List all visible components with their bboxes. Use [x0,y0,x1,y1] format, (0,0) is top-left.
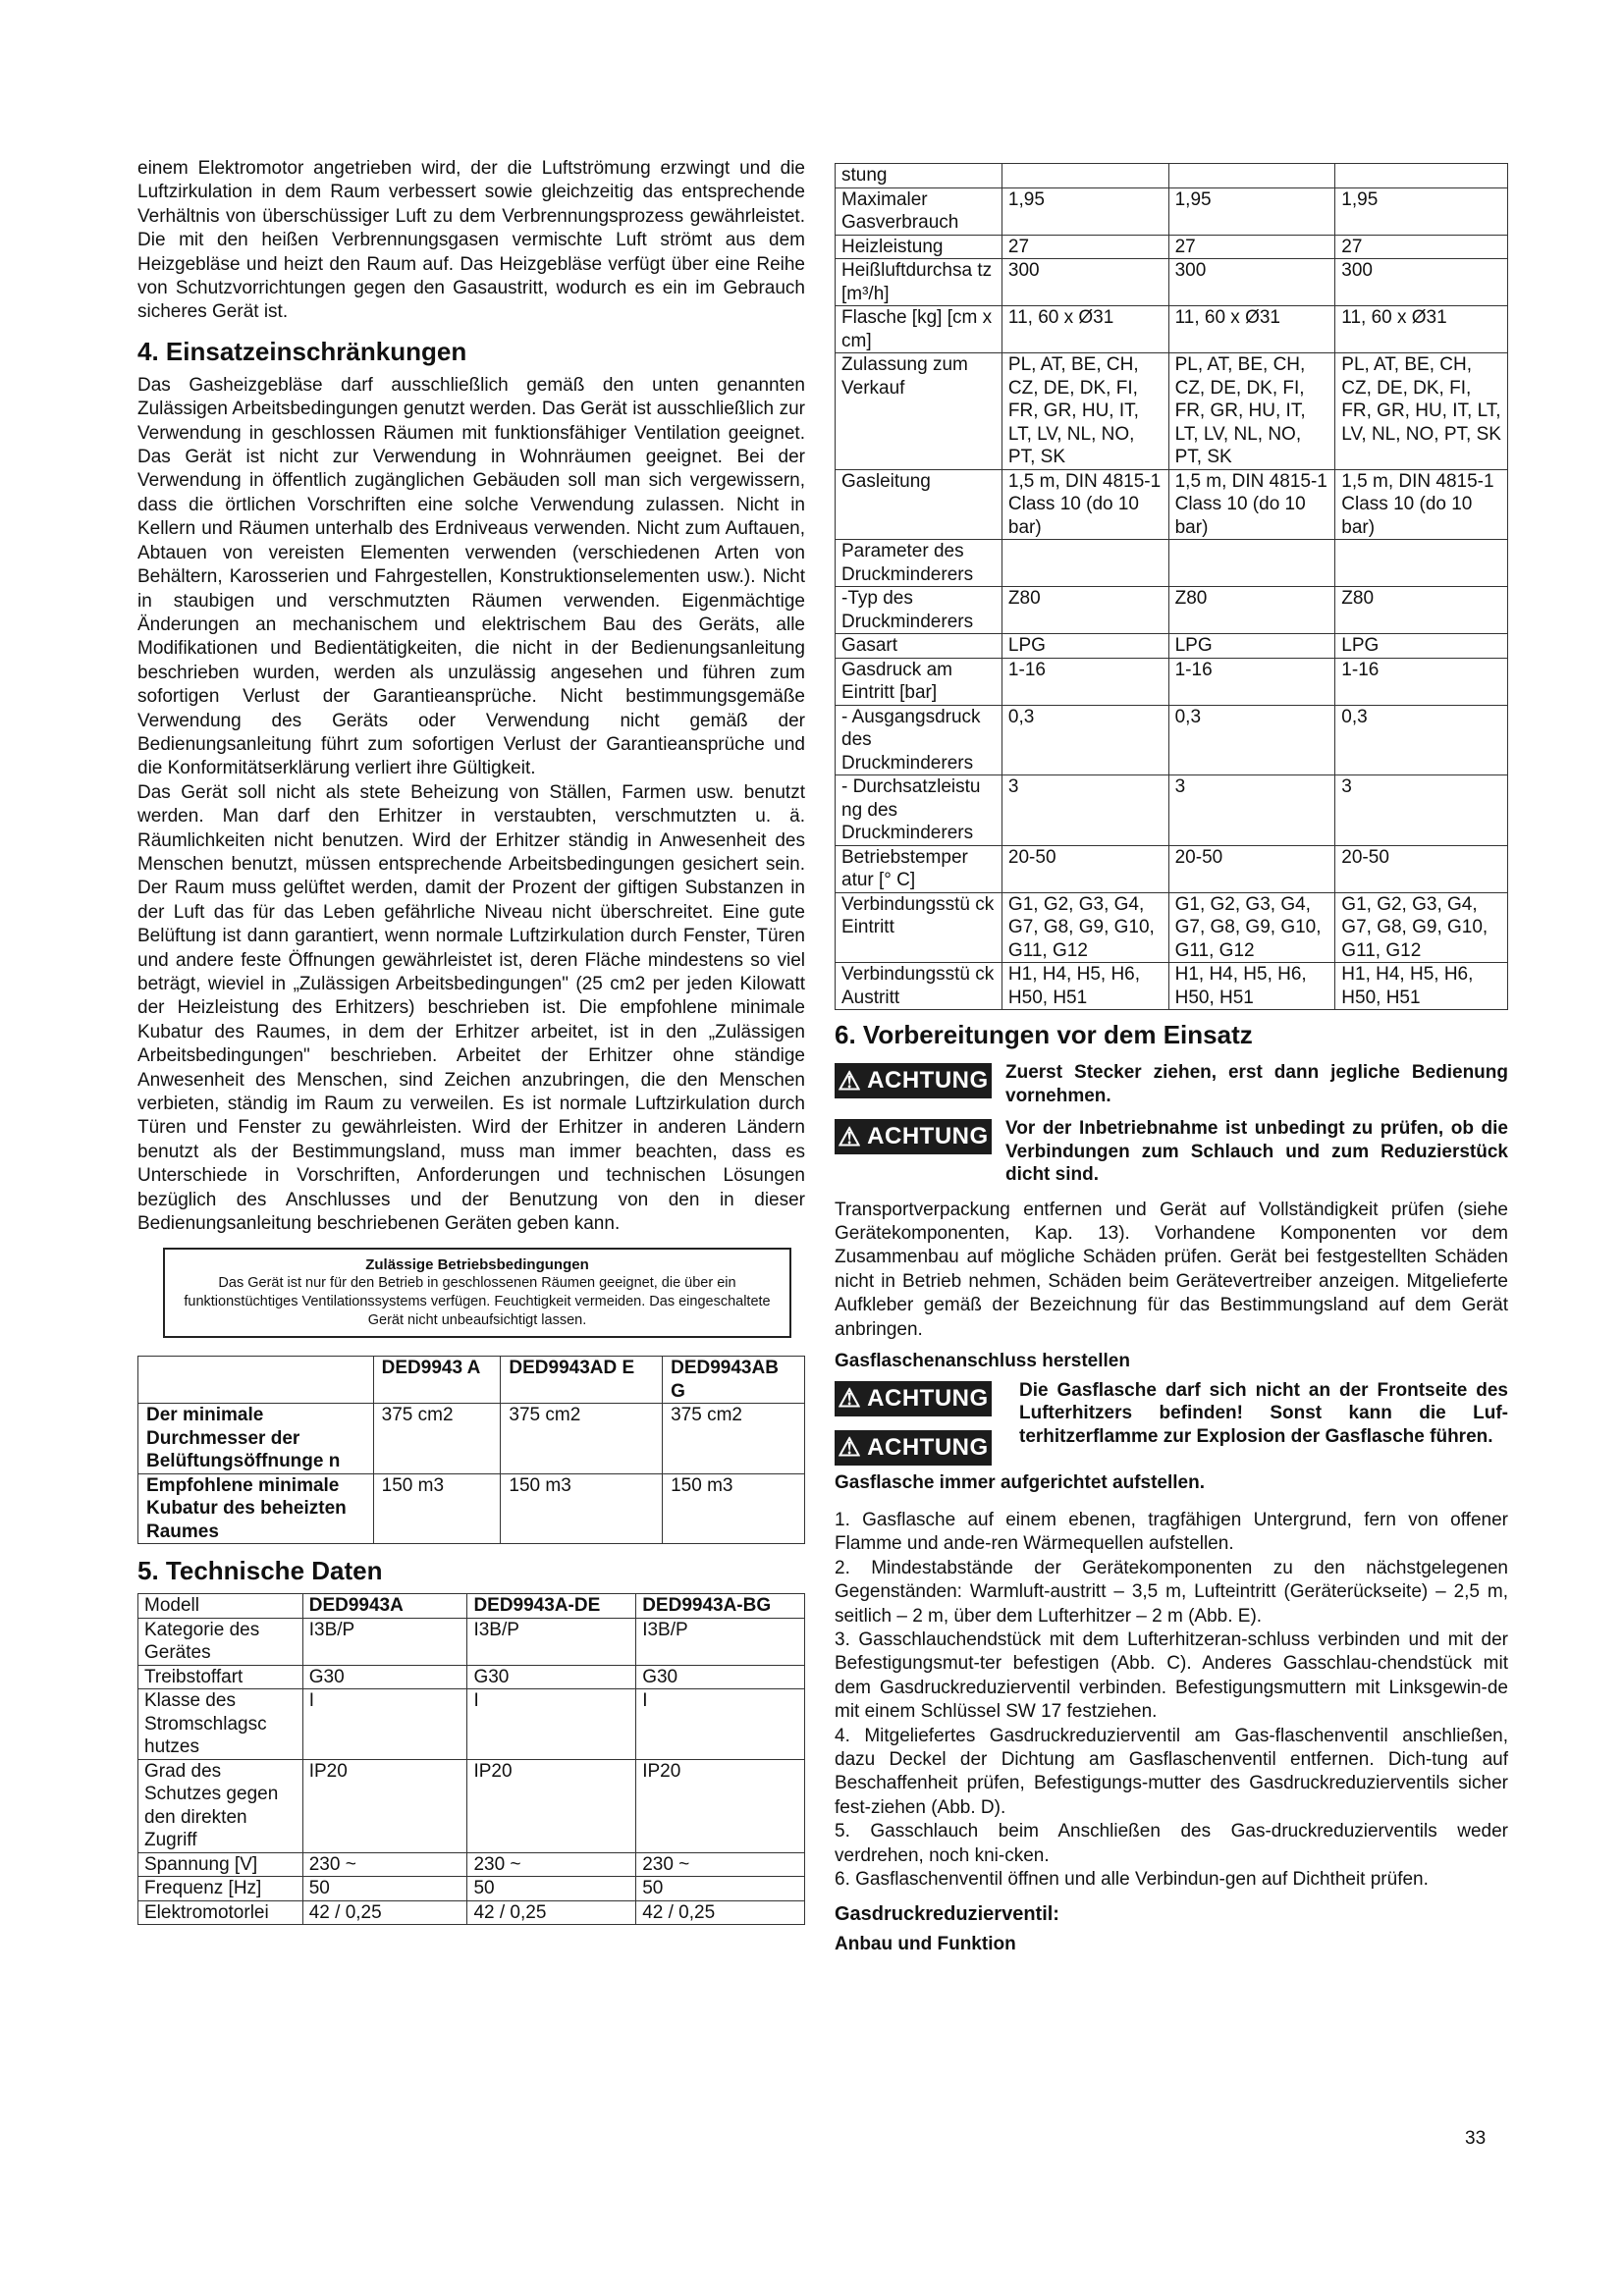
table-cell: Empfohlene minimale Kubatur des beheizten Raumes [138,1473,374,1544]
table-cell: G30 [636,1665,805,1689]
table-cell: 0,3 [1001,705,1168,775]
table-cell: Verbindungsstü ck Eintritt [836,892,1002,963]
table-cell: Heizleistung [836,235,1002,259]
table-cell: Grad des Schutzes gegen den direkten Zugriff [138,1759,303,1852]
table-row [138,1900,805,1925]
achtung-badge [835,1119,992,1154]
gas-connection-subheading: Gasflaschenanschluss herstellen [835,1350,1130,1371]
transport-paragraph: Transportverpackung entfernen und Gerät auf Vollständigkeit prüfen (siehe Gerätekomponenten, Kap. 13). Vorhandene Komponenten vor dem Zusammenbau auf mögliche Schäden prüfen. Gerät bei festgestellten Schäden nicht in Betrieb nehmen, Schäden beim Gerätevertreiber anzeigen. Mitgeliefertе Aufkleber gemäß der Bezeichnung für das Bestimmungsland auf dem Gerät anbringen. [835,1199,1508,1340]
table-cell: 300 [1335,259,1508,306]
table-row [836,540,1508,587]
table-header-cell: Modell [138,1594,303,1619]
badge-label: ACHTUNG [867,1067,989,1094]
right-column [835,163,1508,1956]
page-number: 33 [1465,2128,1487,2149]
table-cell: Gasart [836,634,1002,659]
table-row [138,1689,805,1760]
table-cell: 42 / 0,25 [302,1900,467,1925]
table-header-cell: DED9943A-DE [467,1594,636,1619]
table-row [836,775,1508,846]
section-4-paragraph-1: Das Gasheizgebläse darf ausschließlich gemäß den unten genannten Zulässigen Arbeitsbedingungen genutzt werden. Das Gerät ist ausschließlich zur Verwendung in geschlossen Räumen mit funktionsfähiger Ventilation geeignet. Das Gerät ist nicht zur Verwendung in Wohnräumen geeignet. Bei der Verwendung in öffentlich zugänglichen Gebäuden soll man sich vergewissern, dass die örtlichen Vorschriften eine solche Verwendung zulassen. Nicht in Kellern und Räumen unterhalb des Erdniveaus verwenden. Nicht zum Auftauen, Abtauen von vereisten Elementen verwenden (verschiedenen Arten von Behältern, Karosserien und Fahrgestellen, Konstruktionselementen usw.). Nicht in staubigen und verschmutzten Räumen verwenden. Eigenmächtige Änderungen an mechanischem und elektrischem Bau des Geräts, alle Modifikationen und Bedientätigkeiten, die nicht in der Bedienungsanleitung beschrieben wurden, werden als unzulässig angesehen und führen zum sofortigen Verlust der Garantieansprüche. Nicht bestimmungsgemäße Verwendung des Geräts oder Verwendung nicht gemäß der Bedienungsanleitung führt zum sofortigen Verlust der Garantieansprüche und die Konformitätserklärung verliert ihre Gültigkeit. [137,374,805,779]
table-cell [1168,164,1335,188]
table-row [138,1618,805,1665]
table-cell: Verbindungsstü ck Austritt [836,963,1002,1010]
table-row [836,705,1508,775]
warning-1 [835,1061,1508,1107]
table-cell: 375 cm2 [663,1404,805,1474]
table-cell: Klasse des Stromschlagsc hutzes [138,1689,303,1760]
table-cell: Zulassung zum Verkauf [836,353,1002,470]
technical-data-table-continued [835,163,1508,1010]
table-row [138,1404,805,1474]
ventilation-table [137,1356,805,1544]
table-cell: 50 [467,1877,636,1901]
table-header-cell: DED9943 A [373,1357,501,1404]
list-item: 5. Gasschlauch beim Anschließen des Gas-druckreduzierventils weder verdrehen, noch kni-cken. [835,1821,1508,1866]
table-row [836,634,1508,659]
table-row [836,845,1508,892]
warning-triangle-icon: ⚠ [838,1383,862,1414]
table-cell: I3B/P [636,1618,805,1665]
table-cell: 3 [1001,775,1168,846]
table-cell: 11, 60 x Ø31 [1001,306,1168,353]
list-item: 4. Mitgeliefertes Gasdruckreduzierventil am Gas-flaschenventil anschließen, dazu Deckel der Dichtung am Gasflaschenventil entfernen. Dich-tung auf Beschaffenheit prüfen, Befestigungs-mutter des Gasdruckreduzierventils sicher fest-ziehen (Abb. D). [835,1725,1508,1818]
table-cell: 375 cm2 [501,1404,663,1474]
badge-label: ACHTUNG [867,1384,989,1412]
table-row [138,1473,805,1544]
table-cell: stung [836,164,1002,188]
table-cell [1335,164,1508,188]
table-row [138,1877,805,1901]
table-cell [1335,540,1508,587]
technical-data-table [137,1593,805,1925]
table-row [836,235,1508,259]
table-cell: 11, 60 x Ø31 [1335,306,1508,353]
table-header-row [138,1357,805,1404]
section-6-heading: 6. Vorbereitungen vor dem Einsatz [835,1020,1253,1049]
reducer-heading: Gasdruckreduzierventil: [835,1903,1059,1926]
section-4-paragraph-2: Das Gerät soll nicht als stete Beheizung von Ställen, Farmen usw. benutzt werden. Man darf den Erhitzer in verstaubten, verschmutzten u. ä. Räumlichkeiten nicht benutzen. Wird der Erhitzer ständig in Anwesenheit des Menschen benutzt, müssen entsprechende Arbeitsbedingungen gesichert sein. Der Raum muss gelüftet werden, damit der Prozent der giftigen Substanzen in der Luft das für das Leben gefährliche Niveau nicht überschreitet. Eine gute Belüftung ist dann garantiert, wenn normale Luftzirkulation durch Fenster, Türen und andere feste Öffnungen gewährleistet ist, deren Fläche mindestens so viel beträgt, wieviel in „Zulässigen Arbeitsbedingungen" (25 cm2 per jeden Kilowatt der Heizleistung des Erhitzers) beschrieben ist. Die empfohlene minimale Kubatur des Raumes, in dem der Erhitzer arbeitet, ist in den „Zulässigen Arbeitsbedingungen" beschrieben. Arbeitet der Erhitzer ohne ständige Anwesenheit des Menschen, sind Zeichen anzubringen, die den Menschen verbieten, ständig im Raum zu verweilen. Es ist normale Luftzirkulation durch Türen und Fenster zu gewährleisten. Wird der Erhitzer in anderen Ländern benutzt als der Bestimmungsland, muss man immer beachten, dass es Unterschiede in Vorschriften, Anforderungen und technischen Lösungen bezüglich des Anschlusses und der Benutzung von den in dieser Bedienungsanleitung beschriebenen Geräten geben kann. [137,781,805,1235]
table-row [836,353,1508,470]
table-header-cell: DED9943AB G [663,1357,805,1404]
table-cell: H1, H4, H5, H6, H50, H51 [1001,963,1168,1010]
table-header-cell: DED9943A [302,1594,467,1619]
table-cell [1168,540,1335,587]
table-cell: 1,95 [1001,187,1168,235]
table-row [138,1759,805,1852]
table-cell: Treibstoffart [138,1665,303,1689]
table-row [836,306,1508,353]
table-cell: 230 ~ [636,1852,805,1877]
table-row [836,658,1508,705]
table-cell: 42 / 0,25 [636,1900,805,1925]
table-cell: - Ausgangsdruck des Druckminderers [836,705,1002,775]
intro-paragraph: einem Elektromotor angetrieben wird, der die Luftströmung erzwingt und die Luftzirkulation in dem Raum verbessert sowie gleichzeitig das entsprechende Verhältnis von überschüssiger Luft zu dem Verbrennungsprozess gewährleistet. Die mit den heißen Verbrennungsgasen vermischte Luft strömt aus dem Heizgebläse und heizt den Raum auf. Das Heizgebläse verfügt über eine Reihe von Schutzvorrichtungen gegen den Gasaustritt, wodurch es ein im Gebrauch sicheres Gerät ist. [137,158,805,323]
table-cell: IP20 [636,1759,805,1852]
table-cell: I3B/P [302,1618,467,1665]
table-cell: Heißluftdurchsa tz [m³/h] [836,259,1002,306]
assembly-subheading: Anbau und Funktion [835,1934,1016,1955]
table-cell: Z80 [1335,587,1508,634]
table-cell: G30 [302,1665,467,1689]
table-cell: Parameter des Druckminderers [836,540,1002,587]
table-cell: H1, H4, H5, H6, H50, H51 [1335,963,1508,1010]
table-cell: 150 m3 [663,1473,805,1544]
table-cell: Gasleitung [836,469,1002,540]
table-row [836,587,1508,634]
table-row [138,1852,805,1877]
table-cell: 1,5 m, DIN 4815-1 Class 10 (do 10 bar) [1168,469,1335,540]
table-cell: 150 m3 [501,1473,663,1544]
warning-triangle-icon: ⚠ [838,1065,862,1095]
table-cell: Flasche [kg] [cm x cm] [836,306,1002,353]
table-cell: 300 [1001,259,1168,306]
table-cell: 27 [1335,235,1508,259]
warning-3-text: Die Gasflasche darf sich nicht an der Frontseite des Lufterhitzers befinden! Sonst kann die Luf-terhitzerflamme zur Explosion der Gasflasche führen. [1019,1379,1508,1447]
table-row [836,469,1508,540]
table-cell: 1-16 [1335,658,1508,705]
steps-list [835,1509,1508,1893]
table-cell: 1-16 [1001,658,1168,705]
left-column [137,157,805,1925]
table-cell: LPG [1335,634,1508,659]
achtung-badge [835,1063,992,1098]
table-cell: G1, G2, G3, G4, G7, G8, G9, G10, G11, G12 [1335,892,1508,963]
table-cell: PL, AT, BE, CH, CZ, DE, DK, FI, FR, GR, HU, IT, LT, LV, NL, NO, PT, SK [1168,353,1335,470]
table-cell: Frequenz [Hz] [138,1877,303,1901]
warning-triangle-icon: ⚠ [838,1432,862,1463]
list-item: 2. Mindestabstände der Gerätekomponenten zu den nächstgelegenen Gegenständen: Warmluft-austritt – 3,5 m, Lufteintritt (Geräterückseite) – 2,5 m, seitlich – 2 m, über dem Lufterhitzer – 2 m (Abb. E). [835,1557,1508,1627]
table-cell: IP20 [467,1759,636,1852]
table-cell: 20-50 [1168,845,1335,892]
operating-conditions-text: Das Gerät ist nur für den Betrieb in geschlossenen Räumen geeignet, die über ein funktionstüchtiges Ventilationssystems verfügen. Feuchtigkeit vermeiden. Das eingeschaltete Gerät nicht unbeaufsichtigt lassen. [184,1275,771,1329]
table-cell: 50 [636,1877,805,1901]
table-cell: PL, AT, BE, CH, CZ, DE, DK, FI, FR, GR, HU, IT, LT, LV, NL, NO, PT, SK [1001,353,1168,470]
warning-triangle-icon: ⚠ [838,1121,862,1151]
table-cell: 1,5 m, DIN 4815-1 Class 10 (do 10 bar) [1001,469,1168,540]
table-cell: LPG [1168,634,1335,659]
table-cell: Gasdruck am Eintritt [bar] [836,658,1002,705]
list-item: 6. Gasflaschenventil öffnen und alle Verbindun-gen auf Dichtheit prüfen. [835,1869,1429,1891]
list-item: 1. Gasflasche auf einem ebenen, tragfähigen Untergrund, fern von offener Flamme und ande-ren Wärmequellen aufstellen. [835,1509,1508,1555]
table-cell: 20-50 [1001,845,1168,892]
table-cell [1001,540,1168,587]
table-cell: I3B/P [467,1618,636,1665]
achtung-badge [835,1381,992,1416]
achtung-badge [835,1430,992,1466]
warning-2-text: Vor der Inbetriebnahme ist unbedingt zu prüfen, ob die Verbindungen zum Schlauch und zum Reduzierstück dicht sind. [1005,1118,1508,1185]
table-cell: Maximaler Gasverbrauch [836,187,1002,235]
table-cell: 375 cm2 [373,1404,501,1474]
table-cell: LPG [1001,634,1168,659]
badge-label: ACHTUNG [867,1123,989,1149]
table-cell: 300 [1168,259,1335,306]
table-cell: 0,3 [1335,705,1508,775]
table-cell: - Durchsatzleistu ng des Druckminderers [836,775,1002,846]
table-cell: Kategorie des Gerätes [138,1618,303,1665]
table-row [836,259,1508,306]
table-cell: Betriebstemper atur [° C] [836,845,1002,892]
table-cell: 230 ~ [467,1852,636,1877]
table-cell: 1-16 [1168,658,1335,705]
table-header-row [138,1594,805,1619]
table-cell: G1, G2, G3, G4, G7, G8, G9, G10, G11, G12 [1001,892,1168,963]
table-cell: PL, AT, BE, CH, CZ, DE, DK, FI, FR, GR, HU, IT, LT, LV, NL, NO, PT, SK [1335,353,1508,470]
table-cell: Z80 [1168,587,1335,634]
table-row [138,1665,805,1689]
operating-conditions-title: Zulässige Betriebsbedingungen [365,1256,589,1274]
table-cell: 0,3 [1168,705,1335,775]
warning-2 [835,1117,1508,1187]
section-4-heading: 4. Einsatzeinschränkungen [137,336,467,366]
table-cell: 1,95 [1335,187,1508,235]
table-cell: I [302,1689,467,1760]
badge-label: ACHTUNG [867,1433,989,1461]
table-cell: -Typ des Druckminderers [836,587,1002,634]
table-header-cell: DED9943A-BG [636,1594,805,1619]
table-cell: G30 [467,1665,636,1689]
table-cell: Spannung [V] [138,1852,303,1877]
table-cell: 150 m3 [373,1473,501,1544]
table-cell: 3 [1335,775,1508,846]
table-cell: 20-50 [1335,845,1508,892]
table-cell: 3 [1168,775,1335,846]
table-cell: Elektromotorlei [138,1900,303,1925]
table-cell: I [636,1689,805,1760]
table-cell: IP20 [302,1759,467,1852]
warning-1-text: Zuerst Stecker ziehen, erst dann jegliche Bedienung vornehmen. [1005,1062,1508,1106]
table-row [836,164,1508,188]
table-cell: Der minimale Durchmesser der Belüftungsöffnunge n [138,1404,374,1474]
table-row [836,187,1508,235]
table-cell: 230 ~ [302,1852,467,1877]
table-cell: I [467,1689,636,1760]
table-row [836,892,1508,963]
list-item: 3. Gasschlauchendstück mit dem Lufterhitzeran-schluss verbinden und mit der Befestigungsmut-ter befestigen (Abb. C). Anderes Gasschlau-chendstück mit dem Gasdruckreduzierventil verbinden. Befestigungsmuttern mit Linksgewin-de mit einem Schlüssel SW 17 festziehen. [835,1629,1508,1723]
table-cell: Z80 [1001,587,1168,634]
table-cell: G1, G2, G3, G4, G7, G8, G9, G10, G11, G12 [1168,892,1335,963]
warning-3 [835,1379,1508,1466]
table-cell: 1,95 [1168,187,1335,235]
table-row [836,963,1508,1010]
table-cell [1001,164,1168,188]
table-cell: 27 [1168,235,1335,259]
table-header-cell: DED9943AD E [501,1357,663,1404]
upright-instruction: Gasflasche immer aufgerichtet aufstellen. [835,1471,1205,1493]
table-header-cell [138,1357,374,1404]
section-5-heading: 5. Technische Daten [137,1556,383,1586]
table-cell: H1, H4, H5, H6, H50, H51 [1168,963,1335,1010]
table-cell: 27 [1001,235,1168,259]
table-cell: 1,5 m, DIN 4815-1 Class 10 (do 10 bar) [1335,469,1508,540]
table-cell: 50 [302,1877,467,1901]
operating-conditions-box [163,1248,791,1338]
table-cell: 11, 60 x Ø31 [1168,306,1335,353]
table-cell: 42 / 0,25 [467,1900,636,1925]
